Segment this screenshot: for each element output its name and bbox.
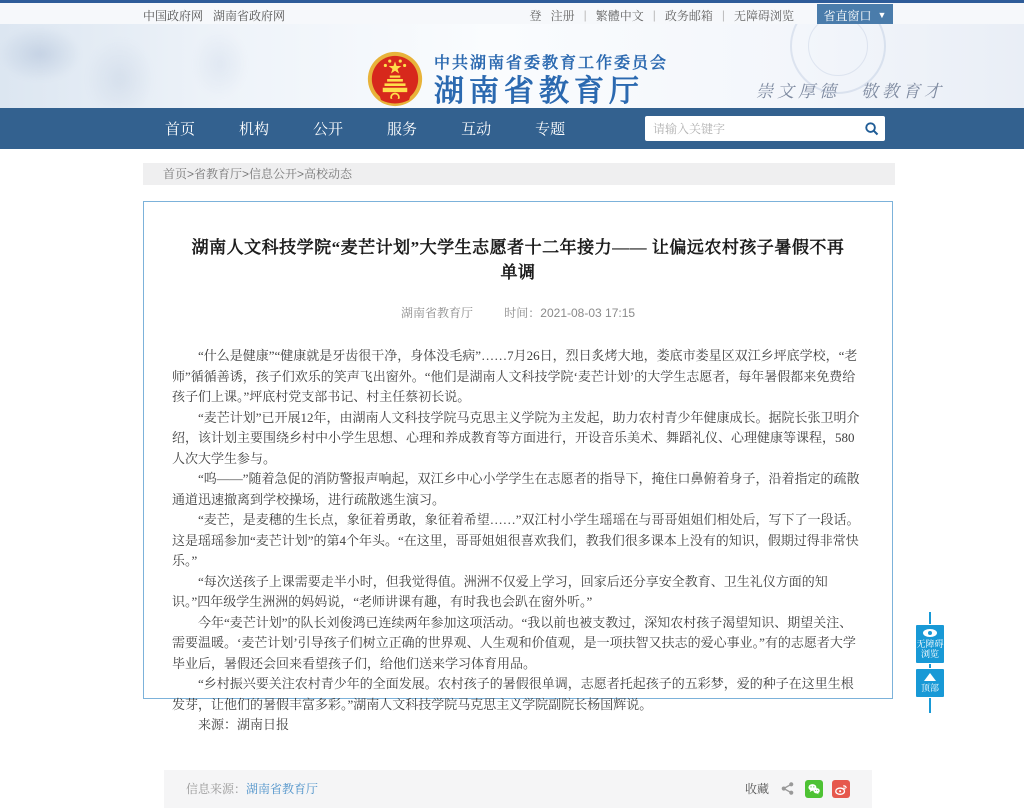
nav-item-organization[interactable]: 机构 <box>239 121 270 138</box>
article-time: 时间：2021-08-03 17:15 <box>504 306 636 320</box>
login-link[interactable]: 登 <box>529 8 542 23</box>
gov-links <box>143 7 285 24</box>
wechat-icon <box>807 782 821 796</box>
banner-background-image <box>0 24 300 108</box>
nav-item-topics[interactable]: 专题 <box>535 121 566 138</box>
back-to-top-label: 顶部 <box>920 683 939 693</box>
nav-item-disclosure[interactable]: 公开 <box>313 121 344 138</box>
info-source-label: 信息来源： <box>186 782 247 796</box>
article-footer-bar <box>164 770 872 808</box>
article-title: 湖南人文科技学院“麦芒计划”大学生志愿者十二年接力—— 让偏远农村孩子暑假不再单调 <box>191 238 845 282</box>
share-group <box>745 780 850 798</box>
site-title: 湖南省教育厅 <box>434 75 644 108</box>
nav-item-home[interactable]: 首页 <box>165 121 196 138</box>
link-china-gov[interactable]: 中国政府网 <box>143 9 204 23</box>
weibo-icon <box>834 782 848 796</box>
paragraph: “麦芒，是麦穗的生长点，象征着勇敢，象征着希望……”双江村小学生瑶瑶在与哥哥姐姐们相处后，写下了一段话。这是瑶瑶参加“麦芒计划”的第4个年头。“在这里，哥哥姐姐很喜欢我们，教我们很多课本上没有的知识，假期过得非常快乐。” <box>172 512 860 568</box>
separator: | <box>721 8 725 22</box>
main-navigation <box>0 108 1024 149</box>
chevron-down-icon: ▼ <box>877 10 887 20</box>
nav-item-interaction[interactable]: 互动 <box>461 121 492 138</box>
calligraphy-slogan: 崇文厚德 敬教育才 <box>756 82 945 101</box>
info-source-link[interactable]: 湖南省教育厅 <box>246 782 319 796</box>
brand-text <box>434 50 668 108</box>
article-source: 湖南省教育厅 <box>400 306 473 320</box>
paragraph: “呜——”随着急促的消防警报声响起，双江乡中心小学学生在志愿者的指导下，掩住口鼻俯着身子，沿着指定的疏散通道迅速撤离到学校操场，进行疏散逃生演习。 <box>172 471 860 507</box>
paragraph: “每次送孩子上课需要走半小时，但我觉得值。洲洲不仅爱上学习，回家后还分享安全教育、卫生礼仪方面的知识。”四年级学生洲洲的妈妈说，“老师讲课有趣，有时我也会趴在窗外听。” <box>172 573 828 609</box>
nav-item-services[interactable]: 服务 <box>387 121 418 138</box>
eye-icon <box>923 629 937 637</box>
source-line: 来源：湖南日报 <box>198 717 290 732</box>
separator: | <box>583 8 587 22</box>
paragraph: “麦芒计划”已开展12年，由湖南人文科技学院马克思主义学院为主发起，助力农村青少年健康成长。据院长张卫明介绍，该计划主要围绕乡村中小学生思想、心理和养成教育等方面进行，开设音乐美术、舞蹈礼仪、心理健康等课程，580人次大学生参与。 <box>172 409 860 466</box>
gov-mail-link[interactable]: 政务邮箱 <box>664 8 713 23</box>
weibo-share-button[interactable] <box>832 780 850 798</box>
back-to-top-button[interactable] <box>915 668 945 698</box>
link-hunan-gov[interactable]: 湖南省政府网 <box>213 9 286 23</box>
utility-bar <box>0 3 1024 24</box>
share-nodes-icon <box>780 781 795 796</box>
traditional-chinese-link[interactable]: 繁體中文 <box>595 8 644 23</box>
article-container <box>143 201 893 796</box>
paragraph: “乡村振兴要关注农村青少年的全面发展。农村孩子的暑假很单调，志愿者托起孩子的五彩梦，爱的种子在这里生根发芽，让他们的暑假丰富多彩。”湖南人文科技学院马克思主义学院副院长杨国辉说。 <box>172 676 854 712</box>
register-link[interactable]: 注册 <box>550 8 575 23</box>
search-icon <box>864 121 879 136</box>
dropdown-label: 省直窗口 <box>823 8 872 23</box>
search-box <box>645 116 885 141</box>
search-input[interactable] <box>645 122 857 136</box>
info-source <box>186 780 318 797</box>
org-name: 中共湖南省委教育工作委员会 <box>434 55 669 72</box>
arrow-up-icon <box>924 673 936 681</box>
floating-toolbar <box>915 612 945 698</box>
paragraph: “什么是健康”“健康就是牙齿很干净，身体没毛病”……7月26日，烈日炙烤大地，娄底市娄星区双江乡坪底学校，“老师”循循善诱，孩子们欢乐的笑声飞出窗外。“他们是湖南人文科技学院‘麦芒计划’的大学生志愿者，每年暑假都来免费给孩子们上课。”坪底村党支部书记、村主任蔡初长说。 <box>172 348 858 404</box>
article-meta <box>144 304 892 321</box>
accessibility-floating-label: 无障碍浏览 <box>916 639 944 659</box>
breadcrumb[interactable]: 首页>省教育厅>信息公开>高校动态 <box>143 163 895 185</box>
accessibility-link[interactable]: 无障碍浏览 <box>733 8 794 23</box>
national-emblem-icon <box>367 51 423 107</box>
wechat-share-button[interactable] <box>805 780 823 798</box>
separator: | <box>652 8 656 22</box>
paragraph: 今年“麦芒计划”的队长刘俊鸿已连续两年参加这项活动。“我以前也被支教过，深知农村孩子渴望知识、期望关注、需要温暖。‘麦芒计划’引导孩子们树立正确的世界观、人生观和价值观，是一项扶智又扶志的爱心事业。”有的志愿者大学毕业后，暑假还会回来看望孩子们，给他们送来学习体育用品。 <box>172 614 856 671</box>
article-body <box>144 321 892 736</box>
search-button[interactable] <box>857 116 885 141</box>
site-brand <box>367 50 668 108</box>
favorite-button[interactable]: 收藏 <box>744 782 769 796</box>
site-banner <box>0 24 1024 108</box>
share-button[interactable] <box>778 780 796 798</box>
accessibility-floating-button[interactable] <box>915 624 945 664</box>
